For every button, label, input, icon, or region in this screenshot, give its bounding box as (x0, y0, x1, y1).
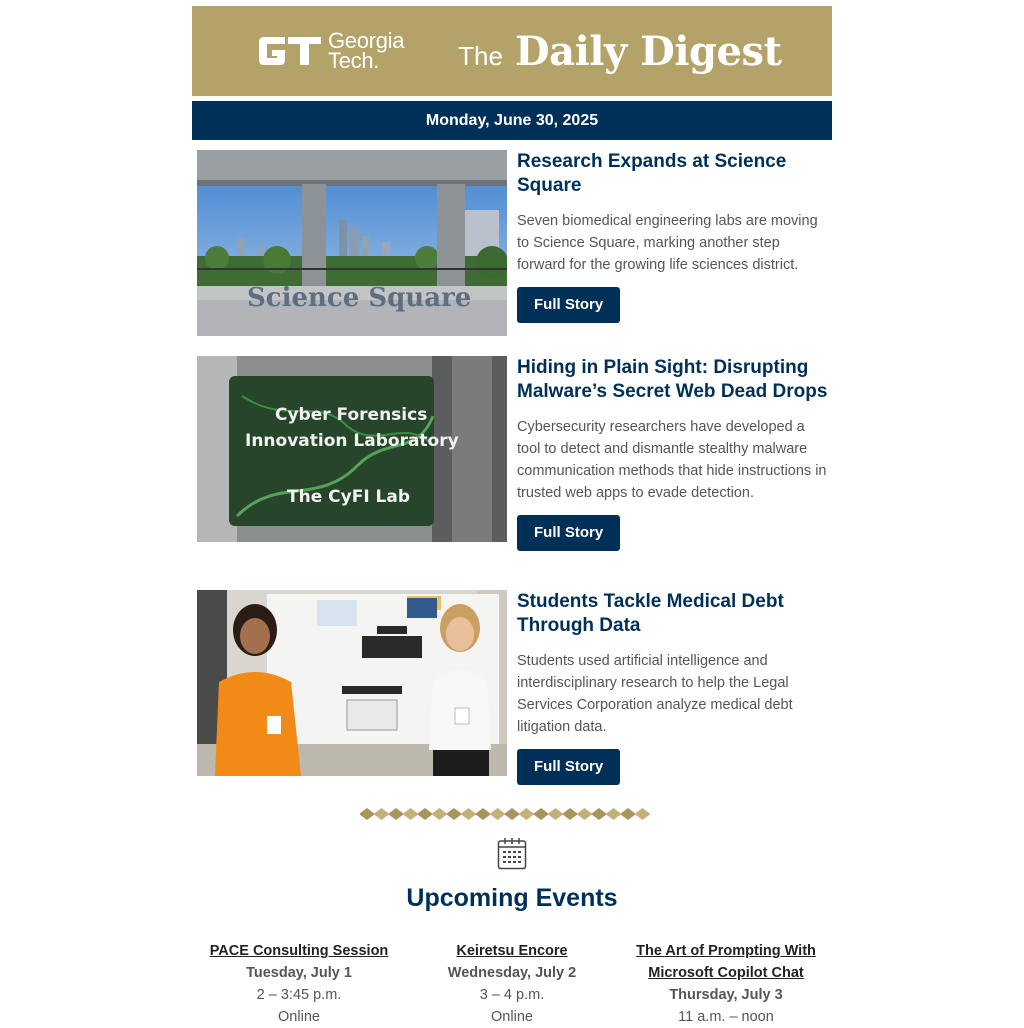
masthead (458, 28, 781, 75)
event-date: Wednesday, July 2 (447, 965, 577, 981)
event-time: 11 a.m. – noon (678, 1009, 774, 1025)
events-heading: Upcoming Events (406, 884, 618, 912)
event-time: 3 – 4 p.m. (479, 987, 545, 1003)
event-date: Thursday, July 3 (669, 987, 783, 1003)
date-bar (192, 101, 832, 140)
cyfi-sign-line-2: Innovation Laboratory (245, 431, 459, 451)
story-summary: Students used artificial intelligence and interdisciplinary research to help the Legal Services Corporation analyze medical debt litigation data. (517, 653, 793, 735)
event-location: Online (278, 1009, 320, 1025)
event-location: Online (491, 1009, 533, 1025)
story-summary: Cybersecurity researchers have developed a tool to detect and dismantle stealthy malware communication methods that hide instructions in trusted web apps to evade detection. (517, 419, 827, 501)
story-title[interactable]: Research Expands at Science Square (517, 151, 787, 196)
event-name-link[interactable]: The Art of Prompting With Microsoft Copilot Chat (636, 943, 816, 981)
event-item (616, 940, 836, 1028)
logo-line-2: Tech. (328, 48, 380, 73)
story-image-students-poster[interactable] (197, 590, 507, 776)
story-title[interactable]: Students Tackle Medical Debt Through Data (517, 591, 784, 636)
logo-line-1: Georgia (328, 28, 405, 53)
gt-logo-icon (258, 31, 322, 71)
issue-date: Monday, June 30, 2025 (425, 111, 599, 129)
full-story-button[interactable]: Full Story (517, 287, 620, 323)
event-time: 2 – 3:45 p.m. (256, 987, 342, 1003)
science-square-sign: Science Square (247, 283, 472, 313)
newsletter (192, 6, 832, 1025)
story-image-cyfi-lab[interactable] (197, 356, 507, 542)
masthead-title: Daily Digest (514, 27, 782, 75)
event-date: Tuesday, July 1 (246, 965, 352, 981)
story-image-science-square[interactable] (197, 150, 507, 336)
event-item (412, 940, 612, 1028)
header-banner (192, 6, 832, 96)
event-name-link[interactable]: PACE Consulting Session (209, 943, 389, 959)
masthead-prefix: The (458, 40, 503, 71)
cyfi-sign-line-3: The CyFI Lab (287, 487, 411, 507)
story-title[interactable]: Hiding in Plain Sight: Disrupting Malware’s Secret Web Dead Drops (517, 357, 828, 402)
cyfi-sign-line-1: Cyber Forensics (275, 405, 428, 425)
full-story-button[interactable]: Full Story (517, 515, 620, 551)
georgia-tech-logo[interactable] (258, 28, 405, 73)
story-summary: Seven biomedical engineering labs are moving to Science Square, marking another step forward for the growing life sciences district. (517, 213, 818, 273)
full-story-button[interactable]: Full Story (517, 749, 620, 785)
event-name-link[interactable]: Keiretsu Encore (456, 943, 568, 959)
event-item (199, 940, 399, 1028)
diamond-divider-icon (360, 806, 662, 822)
calendar-icon (497, 836, 527, 870)
